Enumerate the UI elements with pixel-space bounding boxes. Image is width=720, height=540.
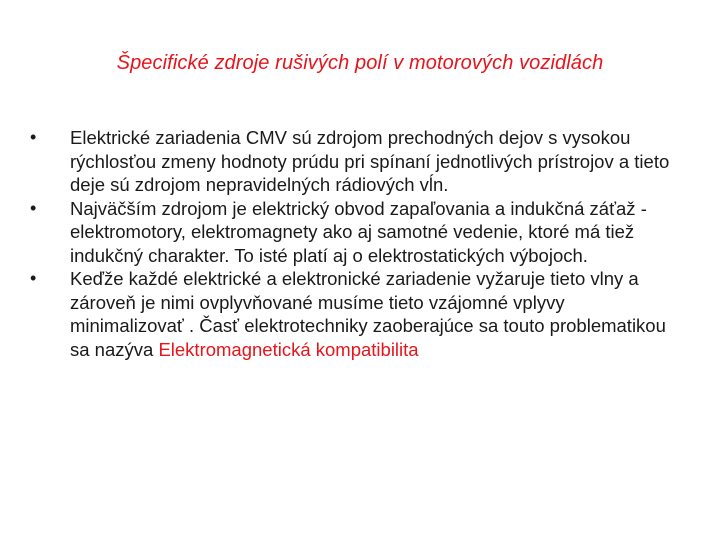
slide-title: Špecifické zdroje rušivých polí v motorových vozidlách — [116, 52, 604, 74]
bullet-dot-icon: • — [30, 127, 37, 147]
bullet-dot-icon: • — [30, 197, 37, 218]
bullet-item — [30, 267, 680, 361]
bullet-dot-icon: • — [30, 268, 37, 288]
bullet-text: Elektrické zariadenia CMV sú zdrojom prechodných dejov s vysokou rýchlosťou zmeny hodnoty prúdu pri spínaní jednotlivých prístrojov a tieto deje sú zdrojom nepravidelných rádiových vĺn. — [70, 127, 670, 195]
bullet-text: Najväčším zdrojom je elektrický obvod zapaľovania a indukčná záťaž - elektromotory, elektromagnety ako aj samotné vedenie, ktoré má tiež indukčný charakter. To isté platí aj o elektrostatických výbojoch. — [70, 197, 647, 266]
bullet-text: Keďže každé elektrické a elektronické zariadenie vyžaruje tieto vlny a zároveň je nimi ovplyvňované musíme tieto vzájomné vplyvy minimalizovať . Časť elektrotechniky zaoberajúce sa touto problematikou sa nazýva — [70, 268, 666, 360]
bullet-item — [30, 197, 680, 268]
bullet-list — [30, 126, 680, 361]
highlight-term: Elektromagnetická kompatibilita — [158, 338, 419, 360]
bullet-item — [30, 126, 680, 197]
